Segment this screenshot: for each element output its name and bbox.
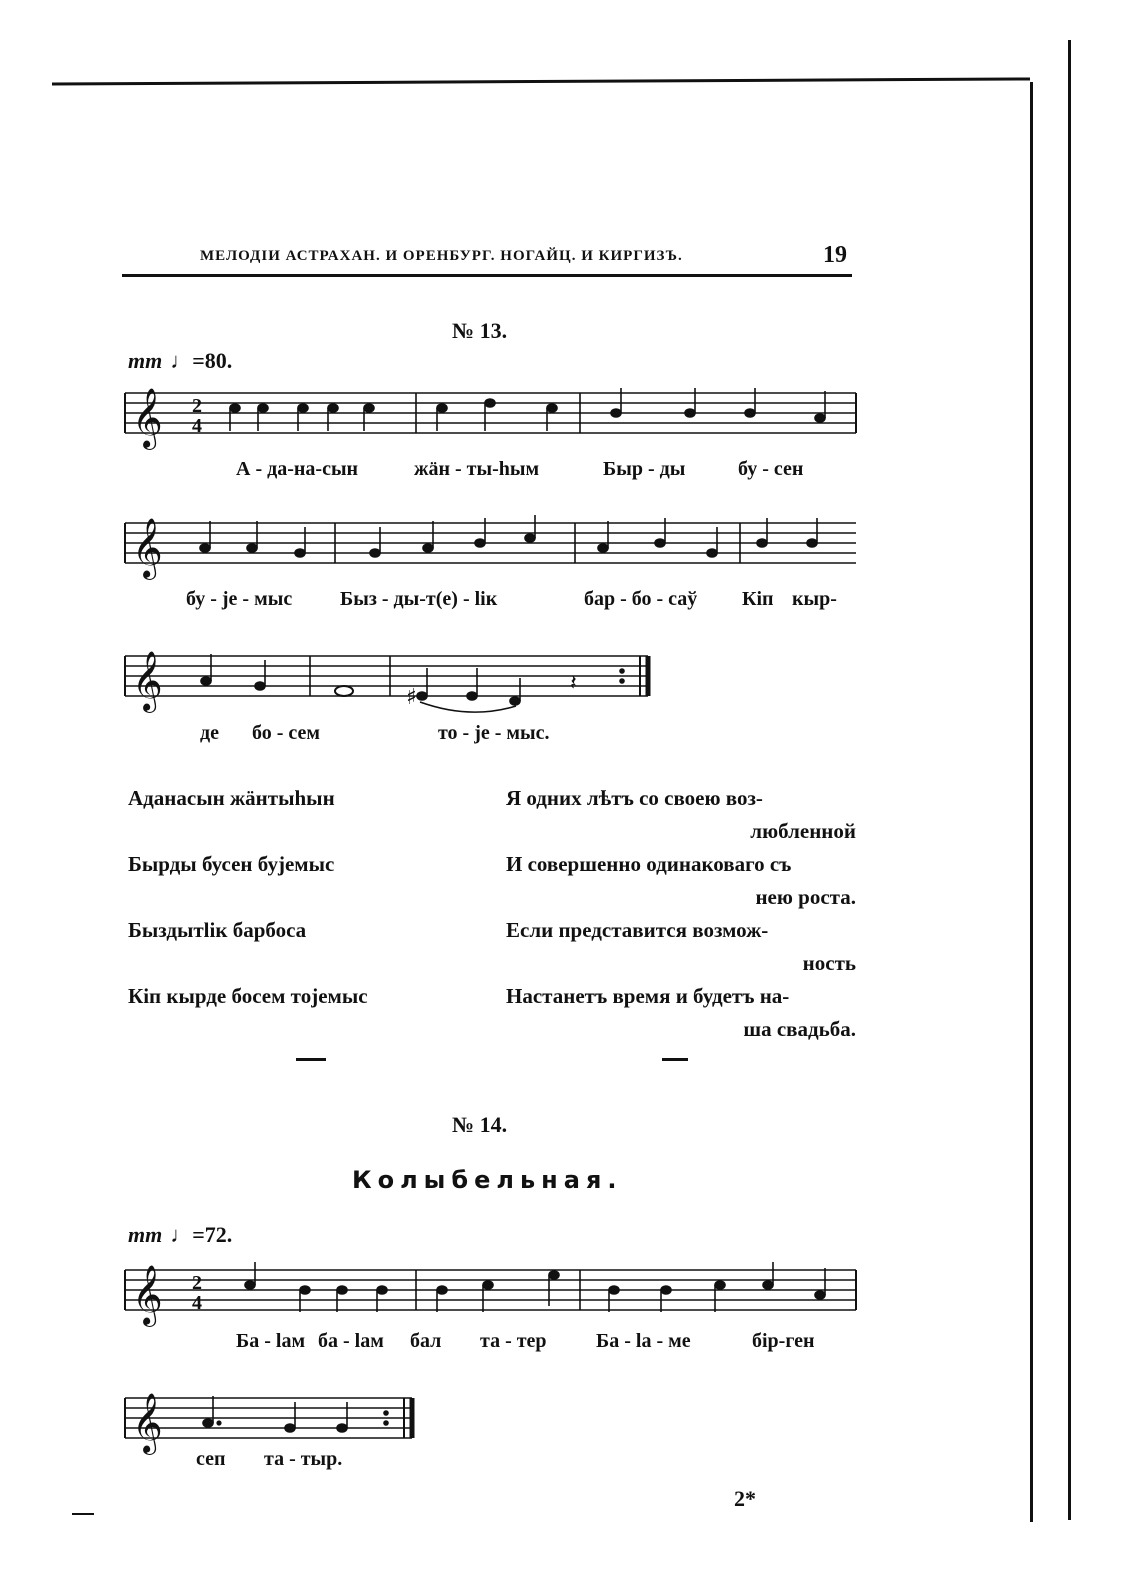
verse-translation-2: И совершенно одинаковаго съ нею роста. xyxy=(506,852,856,909)
song-14-lyric-1-e: Ба - lа - ме xyxy=(596,1330,691,1352)
tempo-mm-label: mm xyxy=(128,348,163,373)
song-14-lyric-1-c: бал xyxy=(410,1330,442,1352)
right-border-line xyxy=(1030,82,1033,1522)
verse-original-3: Быздытlік барбоса xyxy=(128,918,307,942)
song-14-lyric-1-f: бір-ген xyxy=(752,1330,815,1352)
song-13-staff-1 xyxy=(120,385,860,448)
verse-original-1: Аданасын жӓнтыһын xyxy=(128,786,335,810)
header-rule xyxy=(122,274,852,277)
svg-text:𝄞: 𝄞 xyxy=(132,1393,163,1453)
song-14-lyric-2-a: сеп xyxy=(196,1448,226,1470)
song-13-staff-3 xyxy=(120,648,660,712)
song-13-lyric-1-d: бу - сен xyxy=(738,458,804,480)
svg-text:4: 4 xyxy=(192,415,202,437)
running-title: МЕЛОДІИ АСТРАХАН. И ОРЕНБУРГ. НОГАЙЦ. И КИРГИЗЪ. xyxy=(200,248,683,264)
tempo-value: =80. xyxy=(192,348,233,373)
song-13-lyric-3-a: де xyxy=(200,722,219,744)
song-14-lyric-1-b: ба - lам xyxy=(318,1330,384,1352)
song-13-tempo xyxy=(128,348,232,374)
song-13-staff-2 xyxy=(120,515,860,578)
verse-translation-4: Настанетъ время и будетъ на- ша свадьба. xyxy=(506,984,856,1041)
svg-text:𝄞: 𝄞 xyxy=(132,651,163,711)
song-13-lyric-1-b: жӓн - ты-һым xyxy=(414,458,540,480)
tempo-value: =72. xyxy=(192,1222,233,1247)
svg-text:2: 2 xyxy=(192,395,202,417)
svg-text:𝄽: 𝄽 xyxy=(570,671,577,696)
separator-dash-right xyxy=(662,1058,688,1061)
quarter-note-icon: ♩ xyxy=(170,1222,193,1247)
verse-translation-3: Если представится возмож- ность xyxy=(506,918,856,975)
tempo-mm-label: mm xyxy=(128,1222,163,1247)
svg-text:𝄞: 𝄞 xyxy=(132,388,163,448)
song-14-lyric-1-d: та - тер xyxy=(480,1330,547,1352)
verse-original-2: Бырды бусен бујемыс xyxy=(128,852,335,876)
top-border-line xyxy=(52,77,1030,85)
song-13-lyric-2-b: Быз - ды-т(е) - lік xyxy=(340,588,498,610)
signature-mark: 2* xyxy=(734,1486,756,1511)
svg-text:2: 2 xyxy=(192,1272,202,1294)
verse-original-4: Кіп кырде босем тојемыс xyxy=(128,984,368,1008)
svg-text:♯: ♯ xyxy=(406,685,417,710)
song-13-lyric-1-c: Быр - ды xyxy=(603,458,686,480)
song-13-lyric-2-c: бар - бо - саў xyxy=(584,588,698,610)
song-14-tempo xyxy=(128,1222,232,1248)
song-14-title: Колыбельная. xyxy=(352,1166,623,1194)
page-number: 19 xyxy=(823,242,847,268)
song-14-number: № 14. xyxy=(452,1112,508,1137)
song-13-lyric-3-b: бо - сем xyxy=(252,722,321,744)
song-13-lyric-2-e: кыр- xyxy=(792,588,837,610)
svg-text:𝄞: 𝄞 xyxy=(132,518,163,578)
quarter-note-icon: ♩ xyxy=(170,348,193,373)
song-14-staff-2 xyxy=(120,1390,420,1453)
song-14-lyric-1-a: Ба - lам xyxy=(236,1330,306,1352)
song-14-staff-1 xyxy=(120,1262,860,1325)
verse-translation-1: Я одних лѣтъ со своею воз- любленной xyxy=(506,786,856,843)
song-13-lyric-3-c: то - је - мыс. xyxy=(438,722,550,744)
separator-dash-left xyxy=(296,1058,326,1061)
song-14-lyric-2-b: та - тыр. xyxy=(264,1448,343,1470)
footer-dash xyxy=(72,1513,94,1515)
song-13-number: № 13. xyxy=(452,318,508,343)
song-13-lyric-2-d: Кіп xyxy=(742,588,774,610)
outer-right-edge-line xyxy=(1068,40,1071,1520)
song-13-lyric-1-a: А - да-на-сын xyxy=(236,458,359,480)
song-13-lyric-2-a: бу - је - мыс xyxy=(186,588,293,610)
svg-text:4: 4 xyxy=(192,1292,202,1314)
svg-text:𝄞: 𝄞 xyxy=(132,1265,163,1325)
